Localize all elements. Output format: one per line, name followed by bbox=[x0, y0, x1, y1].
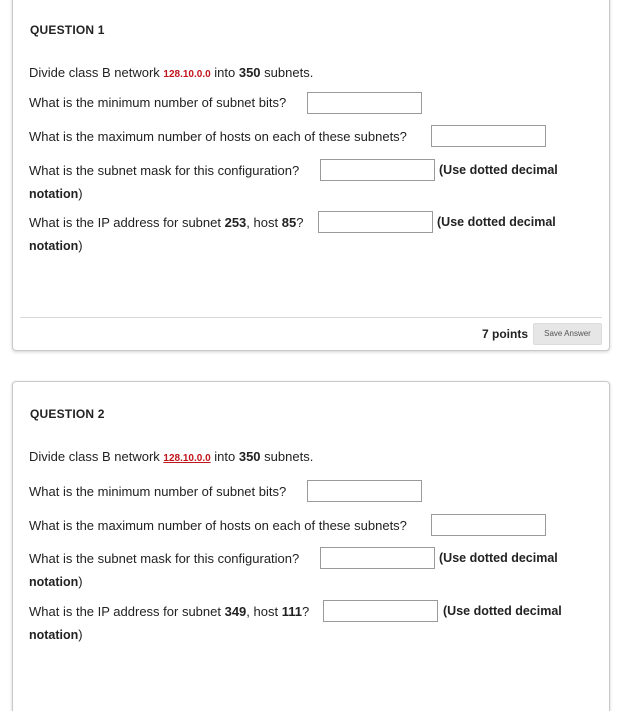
subnet-mask-input[interactable] bbox=[320, 547, 435, 569]
question-intro bbox=[29, 449, 313, 464]
footer-divider bbox=[20, 317, 602, 318]
ip-address-input[interactable] bbox=[318, 211, 433, 233]
network-address: 128.10.0.0 bbox=[163, 69, 211, 80]
min-subnet-bits-label: What is the minimum number of subnet bits? bbox=[29, 484, 287, 499]
max-hosts-input[interactable] bbox=[431, 125, 546, 147]
intro-text: Divide class B network bbox=[29, 449, 164, 464]
max-hosts-label: What is the maximum number of hosts on each of these subnets? bbox=[29, 518, 407, 533]
ip-address-label bbox=[29, 215, 303, 230]
note-text: notation bbox=[29, 575, 79, 589]
intro-text: Divide class B network bbox=[29, 65, 164, 80]
subnet-number: 253 bbox=[224, 215, 247, 230]
note-text: notation bbox=[29, 187, 79, 201]
label-text: What is the IP address for subnet bbox=[29, 604, 225, 619]
intro-text: subnets. bbox=[260, 65, 314, 80]
question-2-card bbox=[12, 381, 610, 711]
dotted-decimal-note-cont bbox=[29, 185, 83, 203]
question-title: QUESTION 1 bbox=[30, 23, 105, 37]
label-text: , host bbox=[246, 215, 282, 230]
note-paren: ) bbox=[78, 574, 83, 589]
label-text: What is the IP address for subnet bbox=[29, 215, 225, 230]
save-answer-button[interactable]: Save Answer bbox=[533, 323, 602, 345]
intro-text: subnets. bbox=[260, 449, 314, 464]
max-hosts-input[interactable] bbox=[431, 514, 546, 536]
label-text: ? bbox=[301, 604, 310, 619]
dotted-decimal-note: (Use dotted decimal bbox=[439, 551, 558, 565]
question-title: QUESTION 2 bbox=[30, 407, 105, 421]
subnet-mask-label: What is the subnet mask for this configuration? bbox=[29, 551, 300, 566]
label-text: ? bbox=[296, 215, 304, 230]
dotted-decimal-note-cont bbox=[29, 237, 83, 255]
dotted-decimal-note: (Use dotted decimal bbox=[439, 163, 558, 177]
dotted-decimal-note: (Use dotted decimal bbox=[443, 604, 562, 618]
ip-address-label bbox=[29, 604, 309, 619]
points-label: 7 points bbox=[482, 327, 529, 341]
question-1-card bbox=[12, 0, 610, 351]
min-subnet-bits-label: What is the minimum number of subnet bits? bbox=[29, 95, 287, 110]
intro-text: into bbox=[210, 449, 239, 464]
subnet-mask-input[interactable] bbox=[320, 159, 435, 181]
label-text: , host bbox=[246, 604, 282, 619]
max-hosts-label: What is the maximum number of hosts on each of these subnets? bbox=[29, 129, 407, 144]
note-text: notation bbox=[29, 239, 79, 253]
note-paren: ) bbox=[78, 238, 83, 253]
dotted-decimal-note-cont bbox=[29, 626, 83, 644]
min-subnet-bits-input[interactable] bbox=[307, 92, 422, 114]
host-number: 85 bbox=[281, 215, 297, 230]
subnet-number: 349 bbox=[224, 604, 247, 619]
note-paren: ) bbox=[78, 186, 83, 201]
note-text: notation bbox=[29, 628, 79, 642]
subnet-count: 350 bbox=[238, 449, 261, 464]
subnet-mask-label: What is the subnet mask for this configuration? bbox=[29, 163, 300, 178]
question-intro bbox=[29, 65, 313, 80]
min-subnet-bits-input[interactable] bbox=[307, 480, 422, 502]
host-number: 111 bbox=[281, 604, 302, 619]
intro-text: into bbox=[210, 65, 239, 80]
dotted-decimal-note: (Use dotted decimal bbox=[437, 215, 556, 229]
network-address: 128.10.0.0 bbox=[163, 453, 211, 464]
ip-address-input[interactable] bbox=[323, 600, 438, 622]
subnet-count: 350 bbox=[238, 65, 261, 80]
dotted-decimal-note-cont bbox=[29, 573, 83, 591]
note-paren: ) bbox=[78, 627, 83, 642]
